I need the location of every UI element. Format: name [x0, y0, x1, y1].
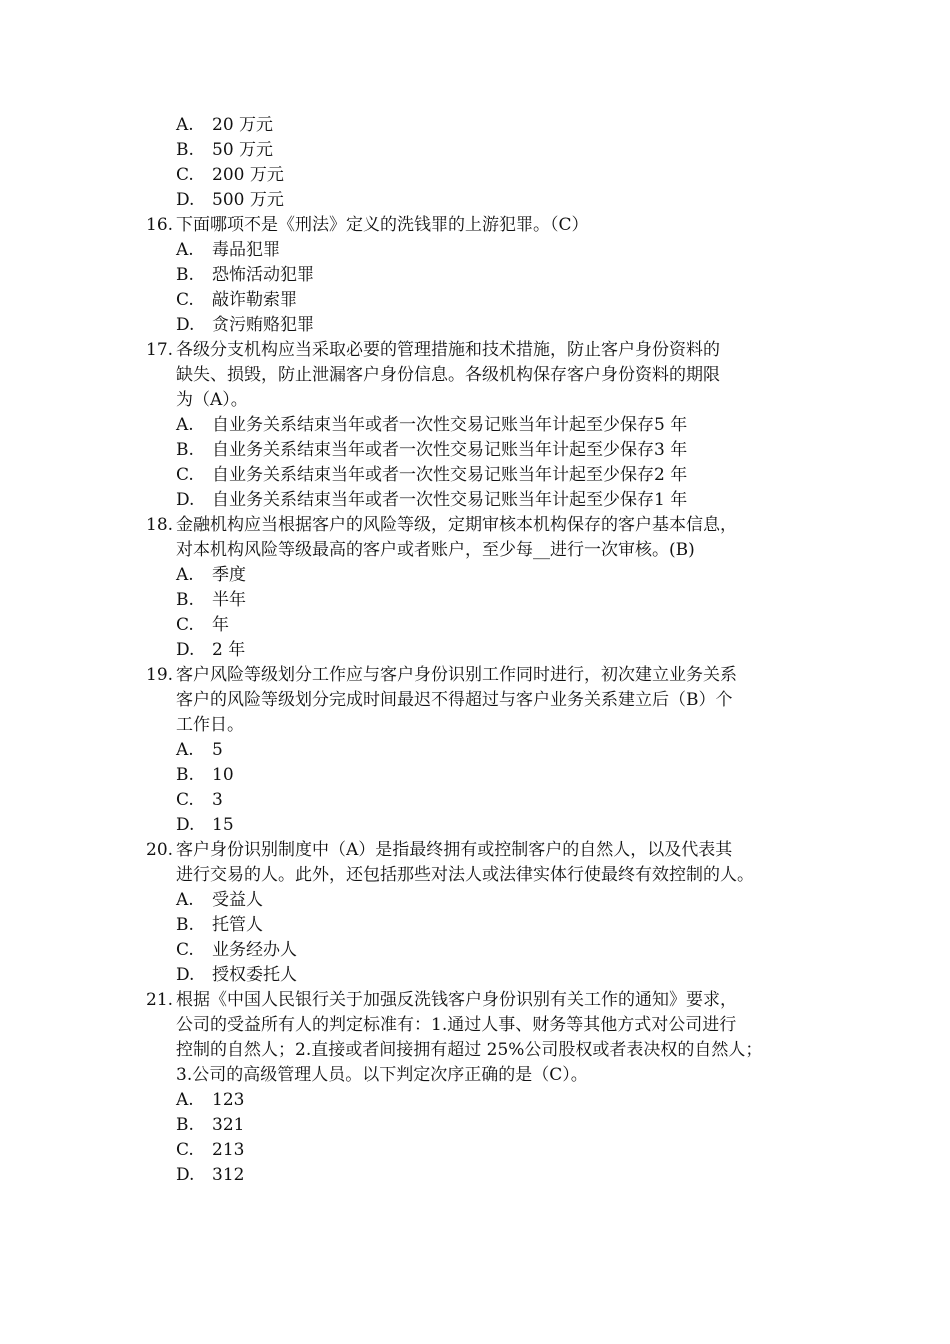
option-text: 15 — [212, 815, 234, 835]
option-label: A. — [176, 240, 194, 260]
option-text: 季度 — [212, 565, 246, 585]
question-stem — [146, 513, 826, 563]
question-text-line: 金融机构应当根据客户的风险等级，定期审核本机构保存的客户基本信息， — [176, 515, 737, 535]
question-text — [176, 988, 826, 1088]
answer-option — [146, 638, 826, 663]
option-text: 贪污贿赂犯罪 — [212, 315, 314, 335]
answer-option — [146, 1113, 826, 1138]
option-text: 20 万元 — [212, 115, 274, 135]
question-block — [146, 513, 826, 663]
option-text: 3 — [212, 790, 223, 810]
answer-option — [146, 163, 826, 188]
answer-option — [146, 1088, 826, 1113]
option-text: 自业务关系结束当年或者一次性交易记账当年计起至少保存3 年 — [212, 440, 688, 460]
answer-option — [146, 413, 826, 438]
option-label: C. — [176, 940, 194, 960]
question-text-line: 3.公司的高级管理人员。以下判定次序正确的是（C）。 — [176, 1065, 588, 1085]
option-text: 10 — [212, 765, 234, 785]
option-label: C. — [176, 790, 194, 810]
preceding-question-options — [146, 113, 826, 213]
option-text: 50 万元 — [212, 140, 274, 160]
question-text — [176, 838, 826, 888]
option-label: B. — [176, 140, 194, 160]
option-label: A. — [176, 740, 194, 760]
option-label: B. — [176, 590, 194, 610]
question-text — [176, 513, 826, 563]
option-text: 半年 — [212, 590, 246, 610]
option-label: A. — [176, 890, 194, 910]
option-text: 授权委托人 — [212, 965, 297, 985]
answer-option — [146, 138, 826, 163]
option-label: B. — [176, 915, 194, 935]
answer-option — [146, 263, 826, 288]
answer-option — [146, 763, 826, 788]
answer-option — [146, 113, 826, 138]
answer-option — [146, 913, 826, 938]
question-list — [146, 113, 826, 1188]
option-label: D. — [176, 965, 195, 985]
answer-option — [146, 563, 826, 588]
answer-option — [146, 938, 826, 963]
answer-option — [146, 288, 826, 313]
question-text-line: 各级分支机构应当采取必要的管理措施和技术措施，防止客户身份资料的 — [176, 340, 720, 360]
option-text: 5 — [212, 740, 223, 760]
option-text: 2 年 — [212, 640, 246, 660]
option-text: 312 — [212, 1165, 245, 1185]
option-label: C. — [176, 615, 194, 635]
question-text-line: 对本机构风险等级最高的客户或者账户，至少每__进行一次审核。(B) — [176, 540, 695, 560]
option-label: A. — [176, 565, 194, 585]
answer-option — [146, 788, 826, 813]
option-label: C. — [176, 290, 194, 310]
question-stem — [146, 213, 826, 238]
question-text — [176, 338, 826, 413]
option-label: C. — [176, 1140, 194, 1160]
question-text-line: 进行交易的人。此外，还包括那些对法人或法律实体行使最终有效控制的人。 — [176, 865, 754, 885]
option-label: C. — [176, 465, 194, 485]
answer-option — [146, 613, 826, 638]
answer-option — [146, 238, 826, 263]
question-block — [146, 338, 826, 513]
question-text-line: 下面哪项不是《刑法》定义的洗钱罪的上游犯罪。（C） — [176, 215, 589, 235]
question-number: 17. — [146, 340, 174, 360]
option-text: 年 — [212, 615, 229, 635]
answer-option — [146, 738, 826, 763]
option-text: 毒品犯罪 — [212, 240, 280, 260]
question-number: 21. — [146, 990, 174, 1010]
question-text — [176, 213, 826, 238]
option-text: 受益人 — [212, 890, 263, 910]
option-label: B. — [176, 440, 194, 460]
option-text: 托管人 — [212, 915, 263, 935]
answer-option — [146, 438, 826, 463]
answer-option — [146, 1138, 826, 1163]
answer-option — [146, 813, 826, 838]
question-number: 19. — [146, 665, 174, 685]
question-number: 20. — [146, 840, 174, 860]
option-label: B. — [176, 265, 194, 285]
question-text-line: 客户风险等级划分工作应与客户身份识别工作同时进行，初次建立业务关系 — [176, 665, 737, 685]
question-text-line: 公司的受益所有人的判定标准有：1.通过人事、财务等其他方式对公司进行 — [176, 1015, 737, 1035]
question-number: 18. — [146, 515, 174, 535]
option-label: A. — [176, 1090, 194, 1110]
option-label: C. — [176, 165, 194, 185]
question-text — [176, 663, 826, 738]
option-label: B. — [176, 1115, 194, 1135]
question-stem — [146, 338, 826, 413]
question-text-line: 客户身份识别制度中（A）是指最终拥有或控制客户的自然人，以及代表其 — [176, 840, 733, 860]
answer-option — [146, 1163, 826, 1188]
option-text: 321 — [212, 1115, 245, 1135]
question-text-line: 客户的风险等级划分完成时间最迟不得超过与客户业务关系建立后（B）个 — [176, 690, 733, 710]
option-label: D. — [176, 1165, 195, 1185]
question-text-line: 根据《中国人民银行关于加强反洗钱客户身份识别有关工作的通知》要求， — [176, 990, 737, 1010]
question-block — [146, 988, 826, 1188]
question-number: 16. — [146, 215, 174, 235]
option-text: 213 — [212, 1140, 245, 1160]
answer-option — [146, 488, 826, 513]
answer-option — [146, 888, 826, 913]
option-text: 200 万元 — [212, 165, 284, 185]
option-label: D. — [176, 490, 195, 510]
option-label: A. — [176, 115, 194, 135]
question-stem — [146, 838, 826, 888]
option-label: A. — [176, 415, 194, 435]
question-block — [146, 663, 826, 838]
question-block — [146, 838, 826, 988]
question-stem — [146, 988, 826, 1088]
question-stem — [146, 663, 826, 738]
option-label: D. — [176, 815, 195, 835]
option-text: 自业务关系结束当年或者一次性交易记账当年计起至少保存2 年 — [212, 465, 688, 485]
option-text: 123 — [212, 1090, 245, 1110]
option-text: 500 万元 — [212, 190, 284, 210]
option-label: D. — [176, 640, 195, 660]
option-text: 敲诈勒索罪 — [212, 290, 297, 310]
question-text-line: 控制的自然人；2.直接或者间接拥有超过 25%公司股权或者表决权的自然人； — [176, 1040, 763, 1060]
question-text-line: 工作日。 — [176, 715, 244, 735]
option-label: B. — [176, 765, 194, 785]
answer-option — [146, 463, 826, 488]
answer-option — [146, 188, 826, 213]
option-text: 自业务关系结束当年或者一次性交易记账当年计起至少保存1 年 — [212, 490, 688, 510]
answer-option — [146, 313, 826, 338]
answer-option — [146, 963, 826, 988]
option-text: 业务经办人 — [212, 940, 297, 960]
option-text: 自业务关系结束当年或者一次性交易记账当年计起至少保存5 年 — [212, 415, 688, 435]
option-label: D. — [176, 190, 195, 210]
option-text: 恐怖活动犯罪 — [212, 265, 314, 285]
question-text-line: 缺失、损毁，防止泄漏客户身份信息。各级机构保存客户身份资料的期限 — [176, 365, 720, 385]
question-block — [146, 213, 826, 338]
answer-option — [146, 588, 826, 613]
question-text-line: 为（A）。 — [176, 390, 248, 410]
option-label: D. — [176, 315, 195, 335]
